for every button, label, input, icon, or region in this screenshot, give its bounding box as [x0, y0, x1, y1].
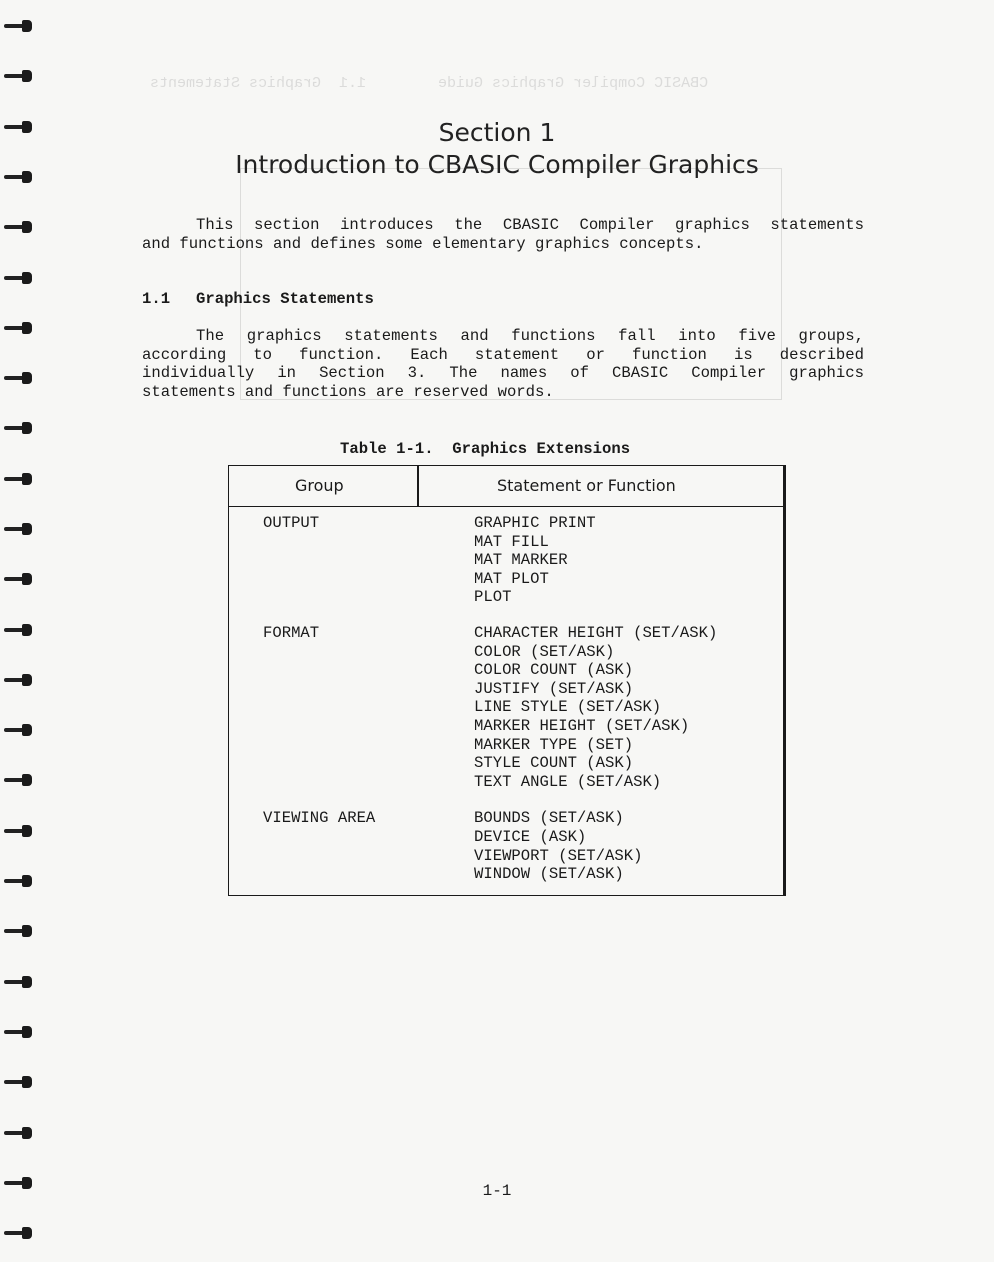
section-title: Introduction to CBASIC Compiler Graphics — [235, 150, 759, 179]
table-row — [229, 809, 783, 883]
binding-ring — [4, 473, 34, 485]
binding-ring — [4, 976, 34, 988]
body-line: individually in Section 3. The names of CBASIC Compiler graphics — [142, 364, 864, 383]
body-line: The graphics statements and functions fall into five groups, — [196, 327, 864, 345]
statement-item: COLOR COUNT (ASK) — [474, 661, 634, 680]
subsection-number: 1.1 — [142, 290, 171, 308]
binding-ring — [4, 272, 34, 284]
binding-ring — [4, 875, 34, 887]
graphics-extensions-table — [228, 465, 786, 896]
column-header-statement: Statement or Function — [497, 476, 676, 495]
column-header-group: Group — [295, 476, 344, 495]
statement-item: TEXT ANGLE (SET/ASK) — [474, 772, 662, 791]
binding-loop — [22, 724, 32, 736]
statement-item: DEVICE (ASK) — [474, 827, 587, 846]
binding-ring — [4, 674, 34, 686]
binding-loop — [22, 1227, 32, 1239]
binding-ring — [4, 422, 34, 434]
intro-line: This section introduces the CBASIC Compiler graphics statements — [196, 216, 864, 234]
binding-ring — [4, 1026, 34, 1038]
group-name: VIEWING AREA — [263, 809, 376, 828]
binding-loop — [22, 573, 32, 585]
binding-loop — [22, 523, 32, 535]
subsection-heading — [142, 290, 374, 308]
binding-ring — [4, 372, 34, 384]
binding-loop — [22, 674, 32, 686]
binding-ring — [4, 825, 34, 837]
table-row — [229, 514, 783, 607]
binding-loop — [22, 372, 32, 384]
binding-loop — [22, 221, 32, 233]
binding-ring — [4, 1227, 34, 1239]
table-body — [229, 514, 783, 884]
body-paragraph — [142, 327, 864, 401]
group-name: OUTPUT — [263, 514, 320, 532]
binding-loop — [22, 1076, 32, 1088]
binding-loop — [22, 1026, 32, 1038]
binding-loop — [22, 70, 32, 82]
binding-loop — [22, 20, 32, 32]
statement-item: MARKER TYPE (SET) — [474, 735, 634, 754]
binding-loop — [22, 976, 32, 988]
statement-item: PLOT — [474, 588, 512, 607]
binding-loop — [22, 322, 32, 334]
binding-loop — [22, 422, 32, 434]
statement-item: BOUNDS (SET/ASK) — [474, 809, 624, 828]
statement-list — [474, 624, 783, 791]
section-number: Section 1 — [438, 118, 556, 147]
table-caption: Table 1-1. Graphics Extensions — [340, 440, 631, 458]
binding-loop — [22, 925, 32, 937]
statement-item: CHARACTER HEIGHT (SET/ASK) — [474, 623, 718, 642]
statement-item: MAT PLOT — [474, 569, 549, 588]
binding-loop — [22, 875, 32, 887]
statement-item: WINDOW (SET/ASK) — [474, 865, 624, 884]
page-number: 1-1 — [482, 1182, 512, 1200]
statement-item: STYLE COUNT (ASK) — [474, 754, 634, 773]
binding-ring — [4, 523, 34, 535]
binding-ring — [4, 624, 34, 636]
statement-item: MAT MARKER — [474, 551, 568, 570]
group-name: FORMAT — [263, 623, 320, 642]
binding-loop — [22, 473, 32, 485]
binding-ring — [4, 925, 34, 937]
statement-item: JUSTIFY (SET/ASK) — [474, 679, 634, 698]
binding-ring — [4, 221, 34, 233]
binding-loop — [22, 624, 32, 636]
statement-item: MARKER HEIGHT (SET/ASK) — [474, 716, 690, 735]
intro-paragraph — [142, 216, 864, 253]
binding-ring — [4, 70, 34, 82]
binding-ring — [4, 322, 34, 334]
table-header — [229, 466, 783, 507]
binding-ring — [4, 20, 34, 32]
column-divider — [417, 466, 419, 506]
body-line: statements and functions are reserved words. — [142, 382, 554, 401]
binding-ring — [4, 774, 34, 786]
bleed-through-text: CBASIC Compiler Graphics Guide 1.1 Graphics Statements — [150, 75, 709, 92]
binding-loop — [22, 1127, 32, 1139]
intro-line: and functions and defines some elementary graphics concepts. — [142, 234, 704, 253]
statement-item: COLOR (SET/ASK) — [474, 642, 615, 661]
binding-ring — [4, 1076, 34, 1088]
statement-item: GRAPHIC PRINT — [474, 514, 596, 532]
statement-list — [474, 514, 783, 607]
body-line: according to function. Each statement or function is described — [142, 345, 864, 364]
subsection-title: Graphics Statements — [196, 290, 374, 308]
binding-loop — [22, 774, 32, 786]
spiral-binding — [0, 0, 40, 1262]
binding-loop — [22, 825, 32, 837]
statement-list — [474, 809, 783, 883]
binding-loop — [22, 272, 32, 284]
table-row — [229, 624, 783, 791]
binding-ring — [4, 724, 34, 736]
binding-ring — [4, 573, 34, 585]
statement-item: MAT FILL — [474, 532, 549, 551]
statement-item: LINE STYLE (SET/ASK) — [474, 698, 662, 717]
statement-item: VIEWPORT (SET/ASK) — [474, 846, 643, 865]
binding-ring — [4, 1127, 34, 1139]
